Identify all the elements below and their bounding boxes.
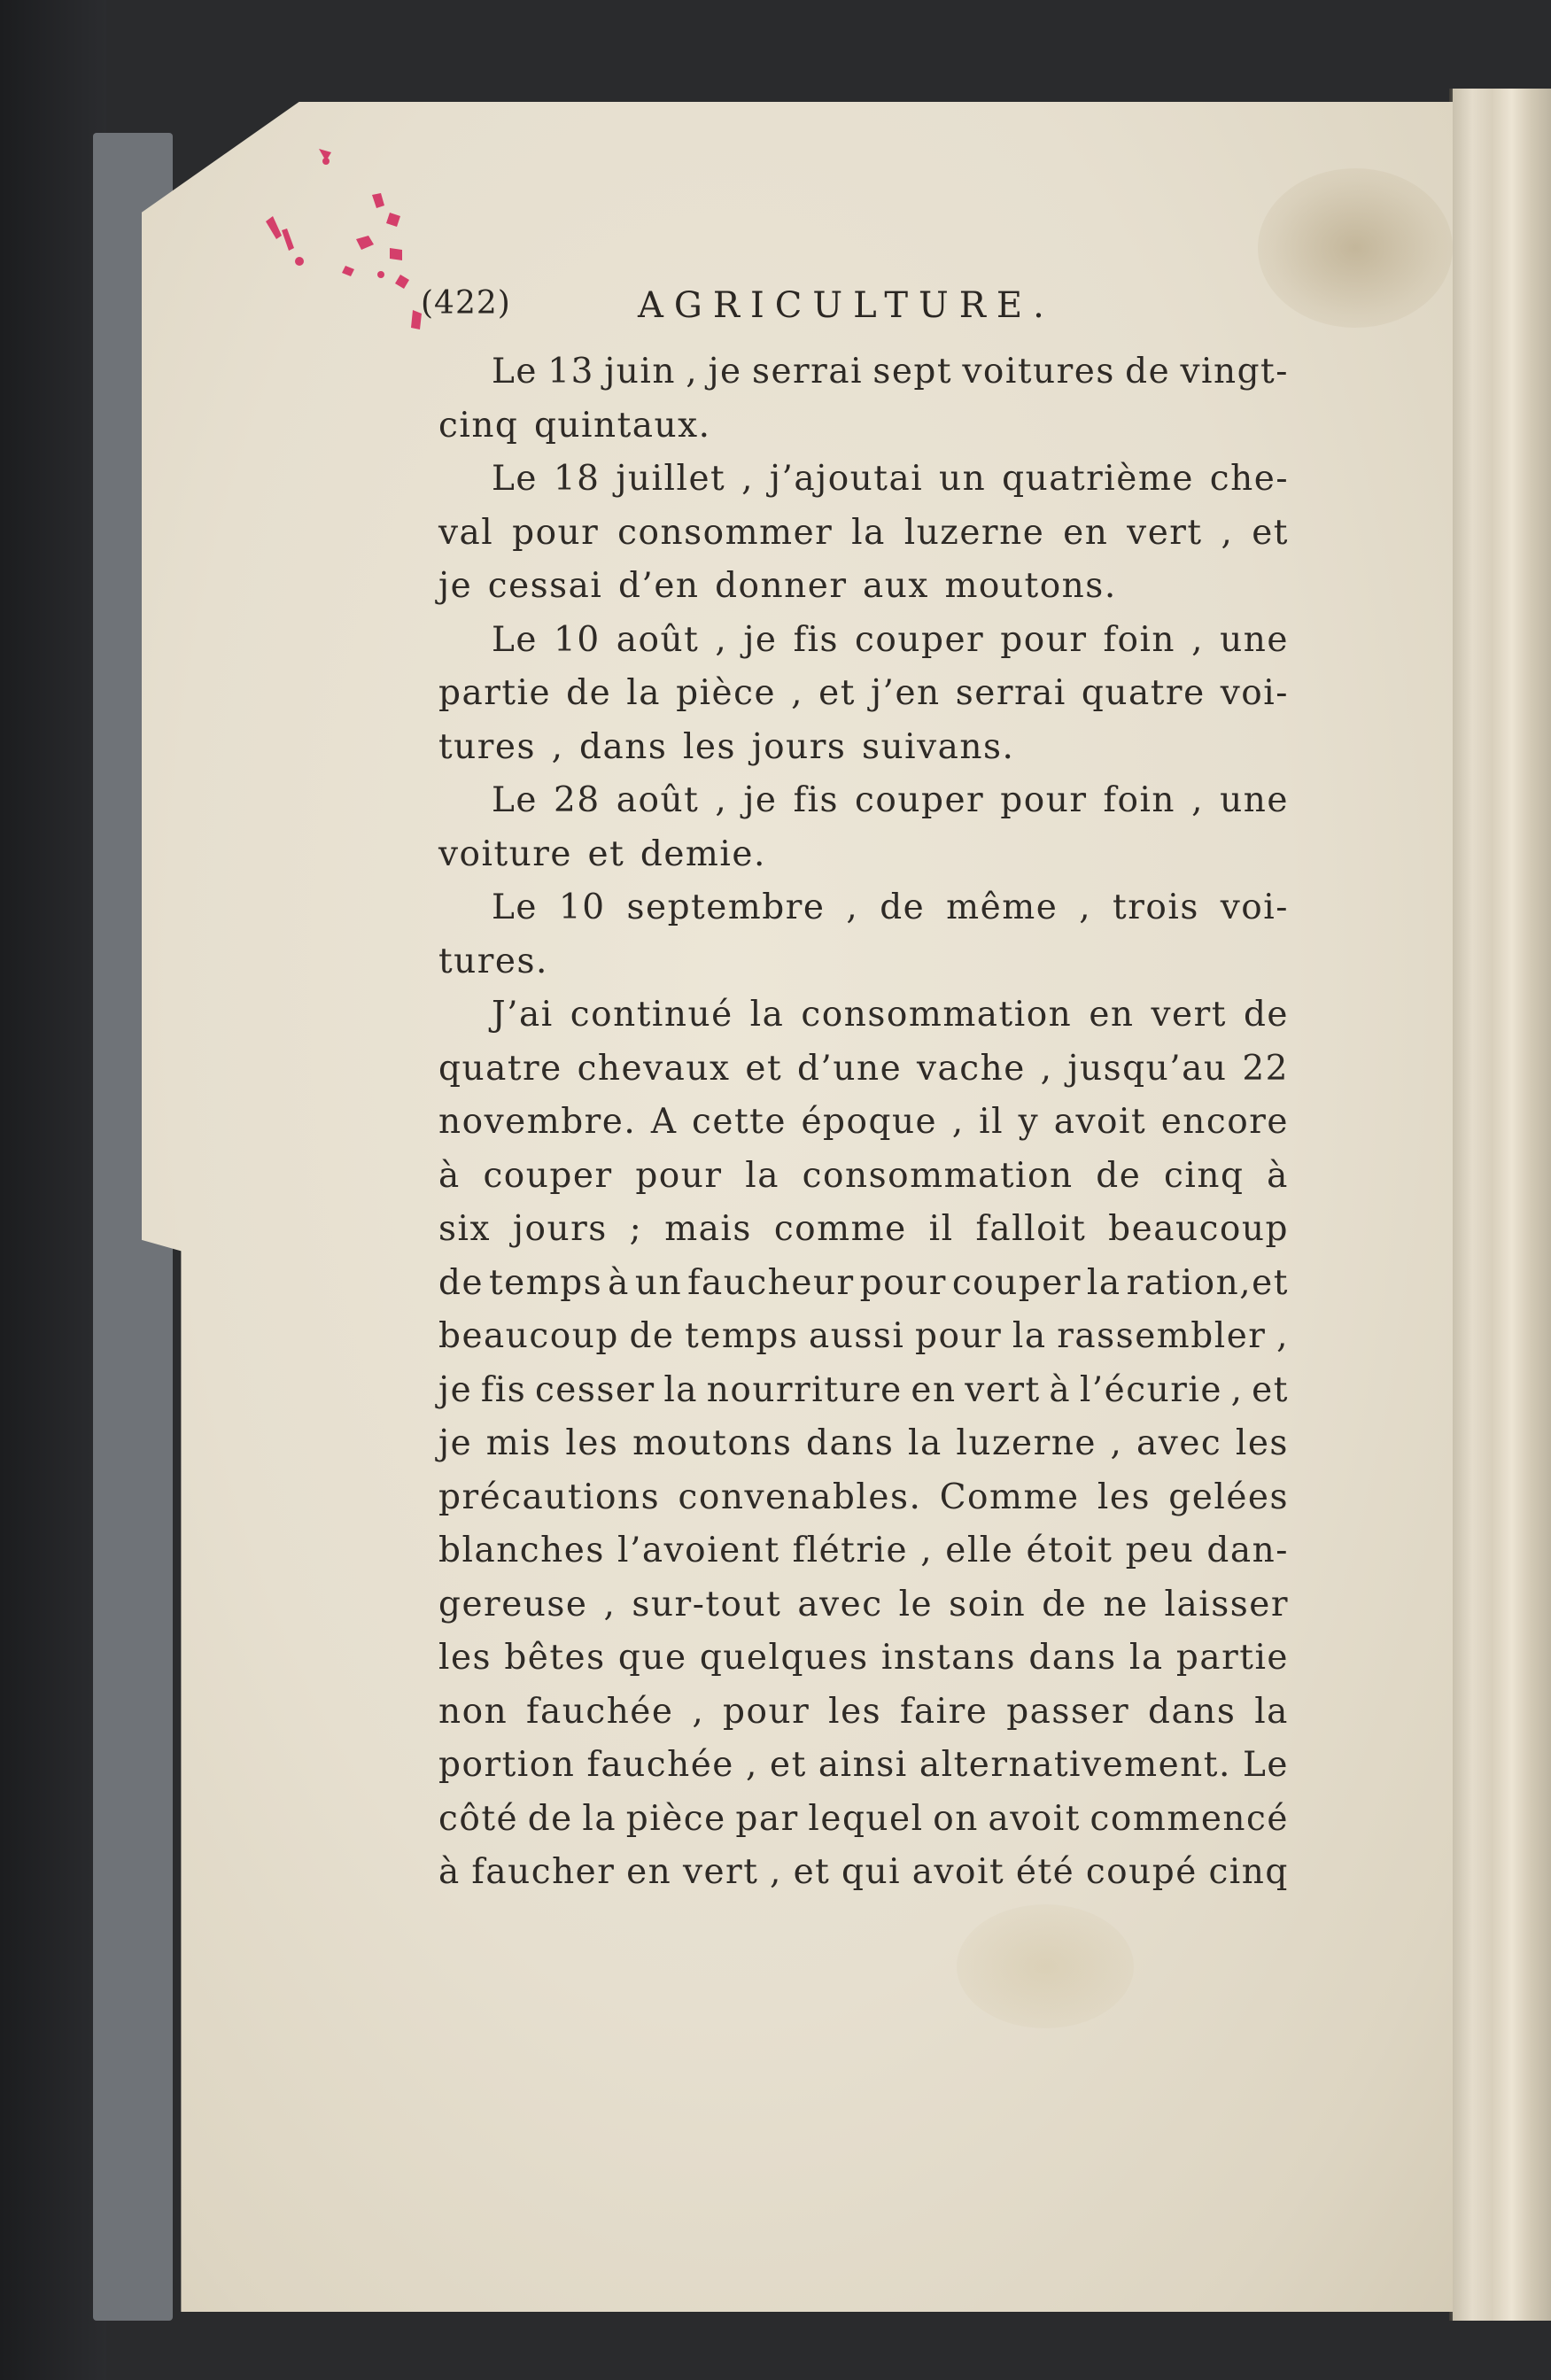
text-line xyxy=(438,1310,1289,1364)
word: coupé xyxy=(1085,1852,1198,1892)
word: la xyxy=(1128,1638,1164,1678)
word: quatre xyxy=(1081,673,1206,713)
text-line xyxy=(438,1686,1289,1740)
word: cinq xyxy=(1164,1155,1245,1196)
word: , xyxy=(1191,619,1205,660)
word: la xyxy=(1012,1316,1047,1356)
word: ; xyxy=(629,1209,643,1249)
word: suivans. xyxy=(861,726,1015,767)
word: cinq xyxy=(438,405,519,446)
word: quelques xyxy=(699,1638,869,1678)
word: je xyxy=(438,1423,473,1463)
text-line xyxy=(438,881,1289,935)
word: voitures xyxy=(962,352,1115,391)
word: même xyxy=(946,888,1059,927)
word: donner xyxy=(715,566,848,606)
word: , xyxy=(1230,1369,1244,1410)
word: couper xyxy=(855,619,985,660)
word: blanches xyxy=(438,1531,605,1570)
word: un xyxy=(634,1262,683,1303)
word: , xyxy=(1191,780,1205,820)
word: il xyxy=(928,1209,954,1249)
word: de xyxy=(1042,1584,1088,1624)
text-line xyxy=(438,1632,1289,1686)
word: couper xyxy=(855,780,985,820)
word: de xyxy=(438,1262,485,1303)
word: beaucoup xyxy=(1108,1209,1289,1249)
word: dans xyxy=(1148,1691,1237,1732)
word: j’ajoutai xyxy=(769,459,924,499)
word: dans xyxy=(579,726,668,767)
word: quatrième xyxy=(1002,459,1194,499)
word: 10 xyxy=(554,619,601,660)
word: ainsi xyxy=(818,1745,908,1785)
word: vert xyxy=(1127,512,1203,553)
word: quatre xyxy=(438,1048,562,1089)
word: les xyxy=(565,1423,619,1463)
text-line xyxy=(438,1578,1289,1632)
text-line xyxy=(438,721,1289,775)
word: aux xyxy=(863,566,929,606)
word: aussi xyxy=(809,1316,905,1356)
word: val xyxy=(438,512,494,553)
text-line xyxy=(438,1150,1289,1204)
word: je xyxy=(743,780,778,820)
word: fauchée xyxy=(586,1745,734,1785)
word: jusqu’au xyxy=(1067,1048,1228,1089)
word: pour xyxy=(635,1155,723,1196)
text-line xyxy=(438,560,1289,614)
word: étoit xyxy=(1026,1531,1113,1570)
text-line xyxy=(438,935,1289,989)
word: les xyxy=(828,1691,882,1732)
word: et xyxy=(793,1852,831,1892)
word: 28 xyxy=(554,780,601,820)
word: la xyxy=(745,1155,779,1196)
word: en xyxy=(626,1852,672,1892)
word: avec xyxy=(1136,1423,1222,1463)
word: avoit xyxy=(911,1852,1005,1892)
word: et xyxy=(818,673,856,713)
word: un xyxy=(939,459,987,499)
word: , xyxy=(1040,1048,1053,1089)
word: à xyxy=(1049,1369,1072,1410)
word: nourriture xyxy=(706,1369,903,1410)
text-line xyxy=(438,507,1289,561)
text-line xyxy=(438,1417,1289,1471)
text-line xyxy=(438,828,1289,882)
word: , xyxy=(1079,888,1092,927)
word: , xyxy=(1276,1316,1289,1356)
word: cinq xyxy=(1208,1852,1289,1892)
word: dans xyxy=(806,1423,895,1463)
word: foin xyxy=(1103,619,1176,660)
word: couper xyxy=(951,1262,1082,1303)
word: avec xyxy=(797,1584,883,1624)
word: consommation xyxy=(801,995,1073,1035)
word: vert xyxy=(965,1369,1041,1410)
word: trois xyxy=(1113,888,1199,927)
word: faire xyxy=(900,1691,989,1732)
word: beaucoup xyxy=(438,1316,619,1356)
text-line xyxy=(438,614,1289,668)
text-line xyxy=(438,1846,1289,1900)
word: pièce xyxy=(625,1798,726,1839)
word: , xyxy=(603,1584,617,1624)
word: fis xyxy=(480,1369,527,1410)
word: non xyxy=(438,1691,508,1732)
text-line xyxy=(438,774,1289,828)
word: la xyxy=(663,1369,699,1410)
word: , xyxy=(1221,512,1234,553)
word: d’une xyxy=(796,1048,903,1089)
word: A xyxy=(650,1102,678,1142)
word: août xyxy=(616,780,700,820)
word: la xyxy=(1086,1262,1121,1303)
word: fis xyxy=(793,619,839,660)
word: chevaux xyxy=(577,1048,731,1089)
word: on xyxy=(933,1798,979,1839)
word: et xyxy=(587,833,625,874)
word: continué xyxy=(570,995,733,1035)
text-line xyxy=(438,1043,1289,1097)
word: Le xyxy=(492,888,538,927)
word: instans xyxy=(880,1638,1017,1678)
word: la xyxy=(1254,1691,1289,1732)
word: pour xyxy=(859,1262,947,1303)
word: demie. xyxy=(640,833,766,874)
word: comme xyxy=(773,1209,907,1249)
word: Le xyxy=(492,619,538,660)
word: d’en xyxy=(617,566,700,606)
word: 22 xyxy=(1242,1048,1289,1089)
word: partie xyxy=(438,673,552,713)
word: de xyxy=(1243,995,1289,1035)
word: luzerne xyxy=(956,1423,1097,1463)
word: lequel xyxy=(808,1798,924,1839)
word: che- xyxy=(1209,459,1289,499)
word: les xyxy=(438,1638,492,1678)
word: les xyxy=(682,726,737,767)
text-line xyxy=(438,667,1289,721)
word: et xyxy=(1252,1369,1289,1410)
page-header xyxy=(421,285,1112,347)
word: , xyxy=(951,1102,965,1142)
text-line xyxy=(438,345,1289,399)
word: pour xyxy=(723,1691,810,1732)
word: alternativement. xyxy=(919,1745,1231,1785)
word: à xyxy=(608,1262,630,1303)
word: côté xyxy=(438,1798,519,1839)
word: la xyxy=(749,995,785,1035)
word: serrai xyxy=(955,673,1066,713)
word: J’ai xyxy=(492,995,554,1035)
running-head: AGRICULTURE. xyxy=(638,285,1055,326)
word: Comme xyxy=(939,1477,1080,1517)
word: faucheur xyxy=(687,1262,855,1303)
word: sur-tout xyxy=(632,1584,782,1624)
word: cessai xyxy=(487,566,603,606)
word: temps xyxy=(489,1262,603,1303)
word: il xyxy=(979,1102,1004,1142)
word: , xyxy=(692,1691,705,1732)
word: elle xyxy=(945,1531,1014,1570)
word: dans xyxy=(1028,1638,1117,1678)
word: l’avoient xyxy=(617,1531,780,1570)
word: partie xyxy=(1175,1638,1289,1678)
word: consommation xyxy=(802,1155,1074,1196)
word: 13 xyxy=(547,352,594,391)
word: , xyxy=(920,1531,934,1570)
word: à xyxy=(438,1852,461,1892)
word: vert xyxy=(682,1852,759,1892)
word: tures xyxy=(438,726,537,767)
word: gereuse xyxy=(438,1584,588,1624)
word: , xyxy=(715,619,728,660)
word: de xyxy=(629,1316,675,1356)
scanner-background xyxy=(0,0,106,2380)
word: à xyxy=(1267,1155,1289,1196)
word: de xyxy=(880,888,926,927)
word: falloit xyxy=(975,1209,1087,1249)
word: l’écurie xyxy=(1079,1369,1222,1410)
word: et xyxy=(1252,512,1289,553)
word: , xyxy=(715,780,728,820)
word: en xyxy=(1089,995,1135,1035)
word: bêtes xyxy=(504,1638,606,1678)
word: tures. xyxy=(438,941,548,981)
word: laisser xyxy=(1164,1584,1289,1624)
word: la xyxy=(582,1798,617,1839)
text-line xyxy=(438,1203,1289,1257)
word: mais xyxy=(664,1209,752,1249)
word: septembre xyxy=(626,888,826,927)
word: moutons xyxy=(632,1423,793,1463)
word: novembre. xyxy=(438,1102,637,1142)
word: , xyxy=(746,1745,758,1785)
text-line xyxy=(438,1364,1289,1418)
word: Le xyxy=(492,780,538,820)
word: passer xyxy=(1006,1691,1130,1732)
word: les xyxy=(1235,1423,1289,1463)
word: je xyxy=(438,566,473,606)
text-line xyxy=(438,1739,1289,1793)
word: mis xyxy=(485,1423,552,1463)
word: cesser xyxy=(534,1369,655,1410)
word: jours xyxy=(512,1209,608,1249)
word: quintaux. xyxy=(533,405,711,446)
word: et xyxy=(770,1745,807,1785)
word: de xyxy=(1125,352,1171,391)
word: pour xyxy=(1000,780,1088,820)
word: luzerne xyxy=(903,512,1045,553)
text-line xyxy=(438,988,1289,1043)
word: commencé xyxy=(1090,1798,1289,1839)
word: de xyxy=(527,1798,573,1839)
word: jours xyxy=(751,726,847,767)
word: 18 xyxy=(553,459,601,499)
word: à xyxy=(438,1155,461,1196)
word: , xyxy=(770,1852,782,1892)
word: en xyxy=(911,1369,957,1410)
word: ration,et xyxy=(1126,1262,1289,1303)
word: je xyxy=(438,1369,473,1410)
word: ne xyxy=(1103,1584,1149,1624)
text-line xyxy=(438,1524,1289,1578)
word: fauchée xyxy=(526,1691,674,1732)
word: de xyxy=(566,673,612,713)
word: serrai xyxy=(751,352,864,391)
word: juin xyxy=(604,352,676,391)
word: gelées xyxy=(1168,1477,1289,1517)
word: peu xyxy=(1125,1531,1195,1570)
word: portion xyxy=(438,1745,576,1785)
word: moutons. xyxy=(944,566,1117,606)
word: et xyxy=(745,1048,783,1089)
word: sept xyxy=(872,352,953,391)
word: , xyxy=(1110,1423,1123,1463)
word: les xyxy=(1097,1477,1151,1517)
word: été xyxy=(1015,1852,1075,1892)
word: je xyxy=(708,352,742,391)
word: couper xyxy=(483,1155,613,1196)
word: y xyxy=(1018,1102,1040,1142)
word: pour xyxy=(1000,619,1088,660)
word: avoit xyxy=(1053,1102,1147,1142)
word: , xyxy=(741,459,754,499)
word: foin xyxy=(1103,780,1176,820)
word: six xyxy=(438,1209,491,1249)
text-line xyxy=(438,1471,1289,1525)
text-line xyxy=(438,1793,1289,1847)
word: que xyxy=(617,1638,687,1678)
word: , xyxy=(551,726,564,767)
text-line xyxy=(438,1257,1289,1311)
word: pour xyxy=(915,1316,1003,1356)
word: en xyxy=(1063,512,1109,553)
word: temps xyxy=(685,1316,799,1356)
word: pièce xyxy=(676,673,777,713)
text-line xyxy=(438,453,1289,507)
word: 10 xyxy=(558,888,606,927)
word: fis xyxy=(793,780,839,820)
word: par xyxy=(735,1798,799,1839)
book-page-edges xyxy=(1453,89,1551,2321)
word: encore xyxy=(1160,1102,1289,1142)
word: époque xyxy=(801,1102,938,1142)
word: vingt- xyxy=(1180,352,1289,391)
word: une xyxy=(1220,780,1289,820)
text-line xyxy=(438,1096,1289,1150)
word: dan- xyxy=(1206,1531,1289,1570)
word: juillet xyxy=(616,459,726,499)
word: la xyxy=(908,1423,942,1463)
word: août xyxy=(616,619,700,660)
word: voi- xyxy=(1220,673,1289,713)
word: pour xyxy=(512,512,600,553)
word: , xyxy=(686,352,699,391)
word: la xyxy=(851,512,886,553)
word: , xyxy=(846,888,859,927)
word: j’en xyxy=(870,673,941,713)
word: , xyxy=(791,673,804,713)
word: voiture xyxy=(438,833,572,874)
word: Le xyxy=(1242,1745,1289,1785)
word: faucher xyxy=(471,1852,616,1892)
word: Le xyxy=(492,459,538,499)
word: vache xyxy=(917,1048,1026,1089)
word: vert xyxy=(1151,995,1227,1035)
word: convenables. xyxy=(678,1477,922,1517)
word: qui xyxy=(841,1852,902,1892)
word: flétrie xyxy=(792,1531,909,1570)
word: je xyxy=(743,619,778,660)
word: avoit xyxy=(988,1798,1081,1839)
word: Le xyxy=(492,352,538,391)
word: une xyxy=(1220,619,1289,660)
word: voi- xyxy=(1220,888,1289,927)
word: cette xyxy=(692,1102,787,1142)
body-text xyxy=(438,345,1289,1900)
word: le xyxy=(898,1584,934,1624)
word: la xyxy=(626,673,662,713)
word: précautions xyxy=(438,1477,661,1517)
word: soin xyxy=(949,1584,1027,1624)
page-number: (422) xyxy=(421,285,511,322)
word: de xyxy=(1096,1155,1142,1196)
word: consommer xyxy=(617,512,834,553)
word: rassembler xyxy=(1057,1316,1267,1356)
text-line xyxy=(438,399,1289,454)
